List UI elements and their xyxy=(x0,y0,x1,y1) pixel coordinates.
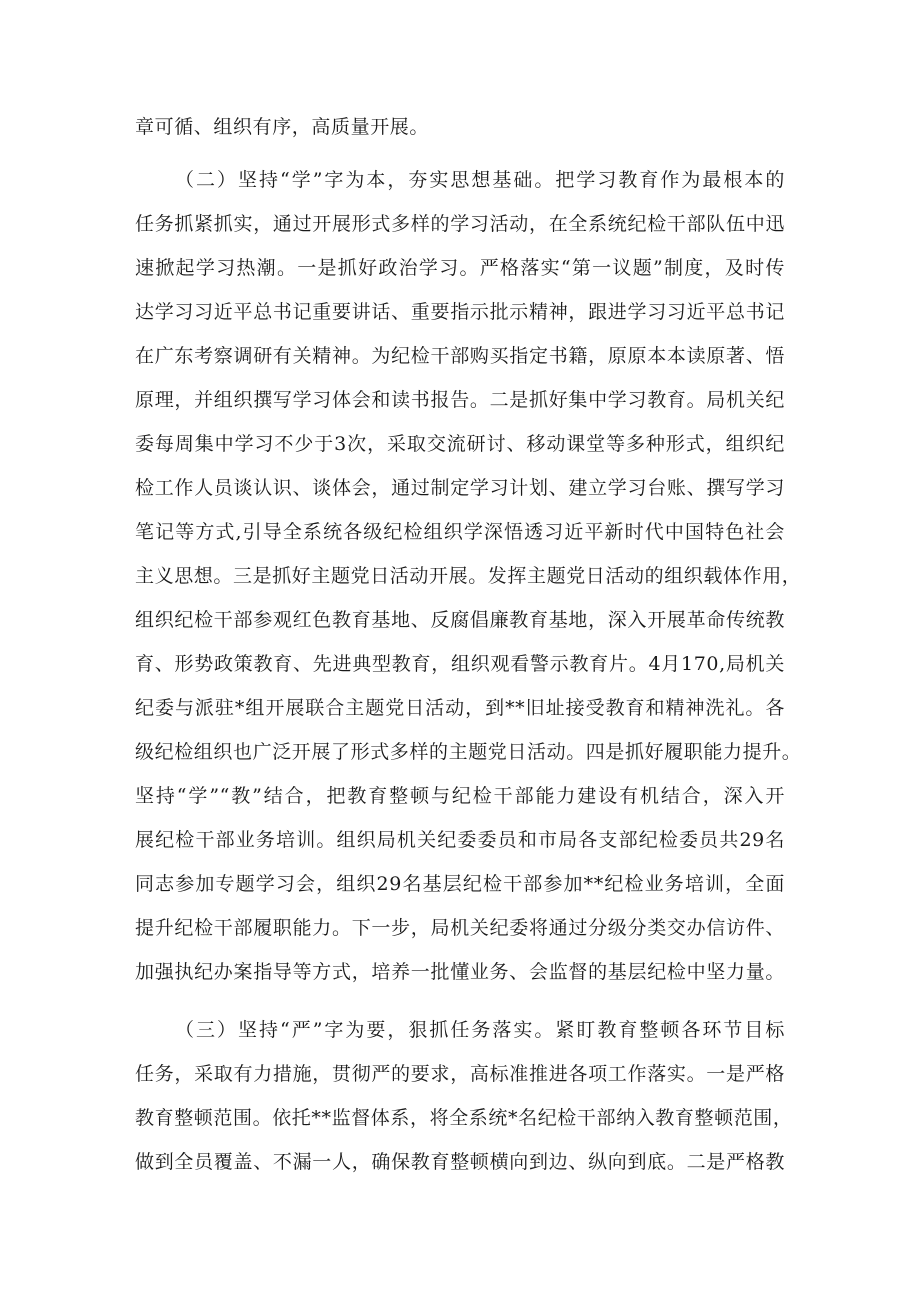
text-line: 组织纪检干部参观红色教育基地、反腐倡廉教育基地，深入开展革命传统教 xyxy=(135,609,785,631)
paragraph-first-line: （二）坚持“学”字为本，夯实思想基础。把学习教育作为最根本的 xyxy=(175,169,785,191)
text-line: 展纪检干部业务培训。组织局机关纪委委员和市局各支部纪检委员共29名 xyxy=(135,829,785,851)
text-line: 笔记等方式,引导全系统各级纪检组织学深悟透习近平新时代中国特色社会 xyxy=(135,521,785,543)
text-line: 提升纪检干部履职能力。下一步，局机关纪委将通过分级分类交办信访件、 xyxy=(135,917,785,939)
text-line: 做到全员覆盖、不漏一人，确保教育整顿横向到边、纵向到底。二是严格教 xyxy=(135,1151,785,1173)
text-line: 级纪检组织也广泛开展了形式多样的主题党日活动。四是抓好履职能力提升。 xyxy=(135,741,802,763)
text-line: 速掀起学习热潮。一是抓好政治学习。严格落实“第一议题”制度，及时传 xyxy=(135,257,785,279)
text-line: 育、形势政策教育、先进典型教育，组织观看警示教育片。4月170,局机关 xyxy=(135,653,785,675)
text-line: 坚持“学”“教”结合，把教育整顿与纪检干部能力建设有机结合，深入开 xyxy=(135,785,785,807)
text-line: 加强执纪办案指导等方式，培养一批懂业务、会监督的基层纪检中坚力量。 xyxy=(135,961,785,983)
text-line: 委每周集中学习不少于3次，采取交流研讨、移动课堂等多种形式，组织纪 xyxy=(135,433,785,455)
text-line: 检工作人员谈认识、谈体会，通过制定学习计划、建立学习台账、撰写学习 xyxy=(135,477,785,499)
text-line: 任务抓紧抓实，通过开展形式多样的学习活动，在全系统纪检干部队伍中迅 xyxy=(135,213,785,235)
text-line: 教育整顿范围。依托**监督体系，将全系统*名纪检干部纳入教育整顿范围， xyxy=(135,1107,793,1129)
text-line: 主义思想。三是抓好主题党日活动开展。发挥主题党日活动的组织载体作用， xyxy=(135,565,802,587)
text-line: 任务，采取有力措施，贯彻严的要求，高标准推进各项工作落实。一是严格 xyxy=(135,1063,785,1085)
text-line: 在广东考察调研有关精神。为纪检干部购买指定书籍，原原本本读原著、悟 xyxy=(135,345,785,367)
text-line: 达学习习近平总书记重要讲话、重要指示批示精神，跟进学习习近平总书记 xyxy=(135,301,785,323)
text-line: 同志参加专题学习会，组织29名基层纪检干部参加**纪检业务培训，全面 xyxy=(135,873,785,895)
text-line: 章可循、组织有序，高质量开展。 xyxy=(135,116,430,138)
text-line: 纪委与派驻*组开展联合主题党日活动，到**旧址接受教育和精神洗礼。各 xyxy=(135,697,785,719)
text-line: 原理，并组织撰写学习体会和读书报告。二是抓好集中学习教育。局机关纪 xyxy=(135,389,785,411)
paragraph-first-line: （三）坚持“严”字为要，狠抓任务落实。紧盯教育整顿各环节目标 xyxy=(175,1019,785,1041)
